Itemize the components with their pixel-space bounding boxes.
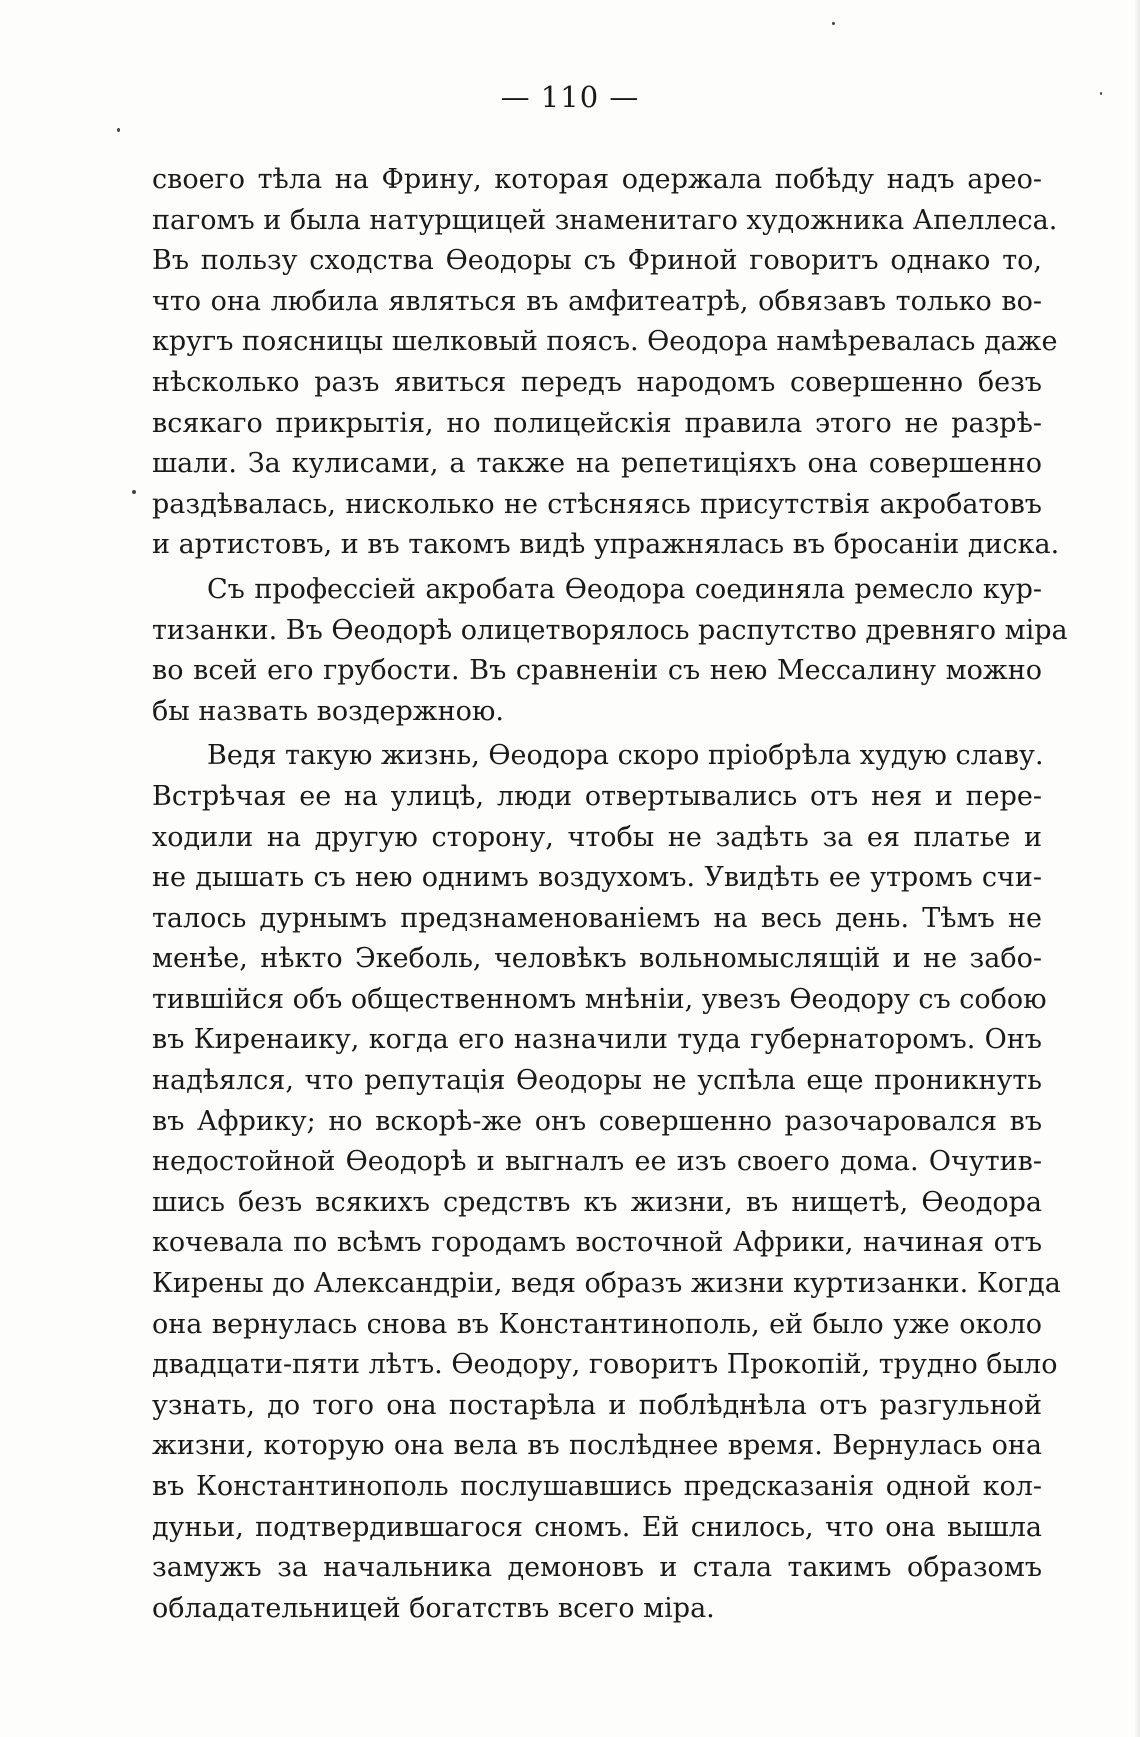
paragraph-2 — [152, 570, 1068, 732]
text-line: что она любила являться въ амфитеатрѣ, обвязавъ только во- — [152, 285, 1042, 317]
text-line: своего тѣла на Фрину, которая одержала побѣду надъ арео- — [152, 164, 1042, 195]
text-line: Встрѣчая ее на улицѣ, люди отвертывались отъ нея и пере- — [152, 780, 1042, 812]
text-line: и артистовъ, и въ такомъ видѣ упражнялась въ бросаніи диска. — [152, 529, 1060, 561]
text-line: жизни, которую она вела въ послѣднее время. Вернулась она — [152, 1430, 1042, 1462]
paragraph-3 — [152, 736, 1061, 1629]
text-line: шали. За кулисами, а также на репетиціяхъ она совершенно — [152, 448, 1042, 480]
text-line: нѣсколько разъ явиться передъ народомъ совершенно безъ — [152, 366, 1042, 398]
scan-speck — [117, 128, 120, 132]
text-line: она вернулась снова въ Константинополь, ей было уже около — [152, 1308, 1042, 1340]
text-line: бы назвать воздержною. — [152, 695, 504, 727]
text-line: шись безъ всякихъ средствъ къ жизни, въ нищетѣ, Өеодора — [152, 1186, 1042, 1218]
text-line: кочевала по всѣмъ городамъ восточной Африки, начиная отъ — [152, 1227, 1042, 1259]
text-line: менѣе, нѣкто Экеболь, человѣкъ вольномыслящій и не забо- — [152, 943, 1042, 975]
text-line: Кирены до Александріи, ведя образъ жизни куртизанки. Когда — [152, 1268, 1061, 1300]
text-line: двадцати-пяти лѣтъ. Өеодору, говоритъ Прокопій, трудно было — [152, 1349, 1058, 1381]
body-text — [152, 160, 1068, 1629]
text-line: узнать, до того она постарѣла и поблѣднѣла отъ разгульной — [152, 1389, 1042, 1421]
text-line: тившійся объ общественномъ мнѣніи, увезъ Өеодору съ собою — [152, 983, 1047, 1015]
paragraph-1 — [152, 160, 1060, 566]
text-line: въ Киренаику, когда его назначили туда губернаторомъ. Онъ — [152, 1024, 1042, 1056]
text-line: не дышать съ нею однимъ воздухомъ. Увидѣть ее утромъ счи- — [152, 862, 1042, 894]
text-line: всякаго прикрытія, но полицейскія правила этого не разрѣ- — [152, 407, 1042, 439]
text-line: пагомъ и была натурщицей знаменитаго художника Апеллеса. — [152, 204, 1058, 236]
text-line: ходили на другую сторону, чтобы не задѣть за ея платье и — [152, 821, 1042, 853]
scan-speck — [832, 22, 835, 25]
text-line: Въ пользу сходства Өеодоры съ Фриной говоритъ однако то, — [152, 245, 1042, 277]
text-line: Ведя такую жизнь, Өеодора скоро пріобрѣла худую славу. — [207, 740, 1044, 772]
text-line: раздѣвалась, нисколько не стѣсняясь присутствія акробатовъ — [152, 488, 1042, 520]
text-line: талось дурнымъ предзнаменованіемъ на весь день. Тѣмъ не — [152, 902, 1042, 934]
text-line: надѣялся, что репутація Өеодоры не успѣла еще проникнуть — [152, 1065, 1042, 1097]
page-edge-shadow — [1134, 0, 1140, 1737]
text-line: въ Африку; но вскорѣ-же онъ совершенно разочаровался въ — [152, 1105, 1042, 1137]
scan-speck — [1100, 92, 1102, 95]
text-line: кругъ поясницы шелковый поясъ. Өеодора намѣревалась даже — [152, 326, 1058, 358]
page-number: — 110 — — [500, 80, 640, 114]
text-line: въ Константинополь послушавшись предсказанія одной кол- — [152, 1471, 1042, 1502]
text-line: обладательницей богатствъ всего міра. — [152, 1592, 715, 1624]
text-line: тизанки. Въ Өеодорѣ олицетворялось распутство древняго міра — [152, 614, 1068, 646]
text-line: недостойной Өеодорѣ и выгналъ ее изъ своего дома. Очутив- — [152, 1146, 1042, 1178]
text-line: во всей его грубости. Въ сравненіи съ нею Мессалину можно — [152, 655, 1042, 687]
text-line: Съ профессіей акробата Өеодора соединяла ремесло кур- — [207, 573, 1042, 605]
scan-speck — [132, 490, 136, 494]
text-line: замужъ за начальника демоновъ и стала такимъ образомъ — [152, 1552, 1042, 1584]
text-line: дуньи, подтвердившагося сномъ. Ей снилось, что она вышла — [152, 1511, 1042, 1543]
